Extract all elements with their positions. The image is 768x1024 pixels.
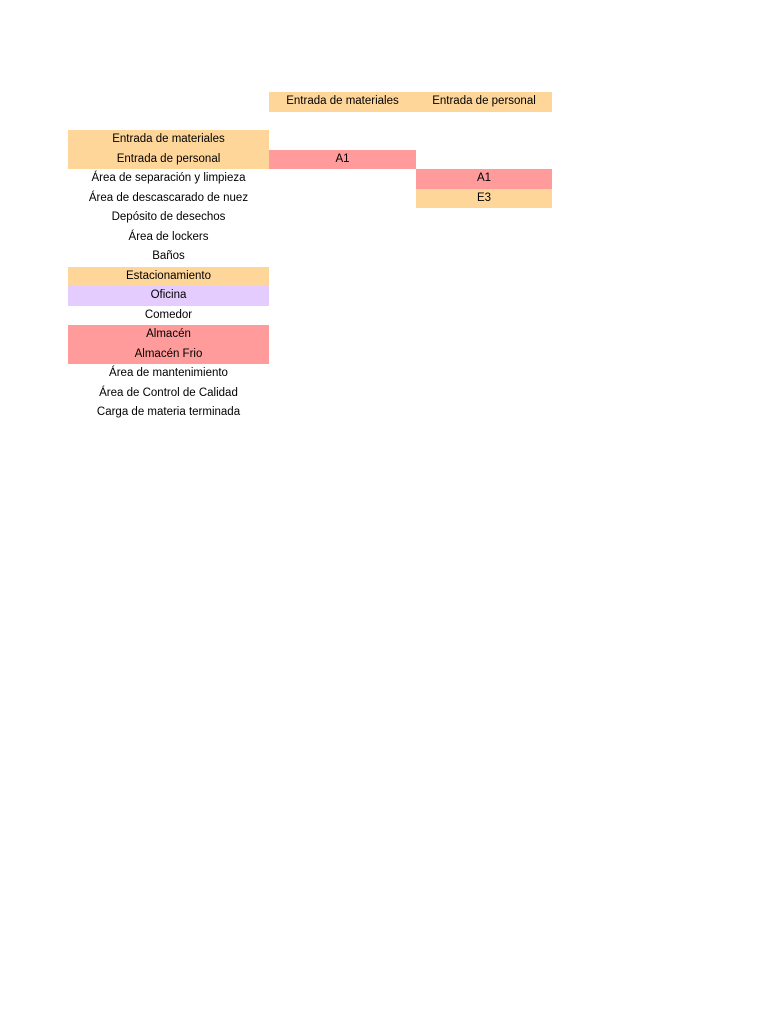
header-entrada-materiales: Entrada de materiales [269,92,416,112]
row-label-oficina: Oficina [68,286,269,306]
relation-separacion-personal: A1 [416,169,552,189]
row-label-comedor: Comedor [144,308,193,321]
relation-descascarado-personal: E3 [416,189,552,209]
row-label-deposito-desechos: Depósito de desechos [111,211,226,223]
row-label-estacionamiento: Estacionamiento [68,267,269,287]
row-label-almacen-frio: Almacén Frio [68,345,269,365]
row-label-descascarado-nuez: Área de descascarado de nuez [88,191,249,204]
row-label-control-calidad: Área de Control de Calidad [99,386,238,399]
header-entrada-personal: Entrada de personal [416,92,552,112]
row-label-entrada-materiales: Entrada de materiales [68,130,269,150]
relation-personal-materiales: A1 [269,150,416,170]
row-label-almacen: Almacén [68,325,269,345]
row-label-area-lockers: Área de lockers [128,230,209,243]
row-label-mantenimiento: Área de mantenimiento [109,367,228,379]
row-label-carga-materia-terminada: Carga de materia terminada [96,406,241,418]
row-label-banos: Baños [152,250,185,262]
row-label-entrada-personal: Entrada de personal [68,150,269,170]
row-label-separacion-limpieza: Área de separación y limpieza [91,172,246,184]
